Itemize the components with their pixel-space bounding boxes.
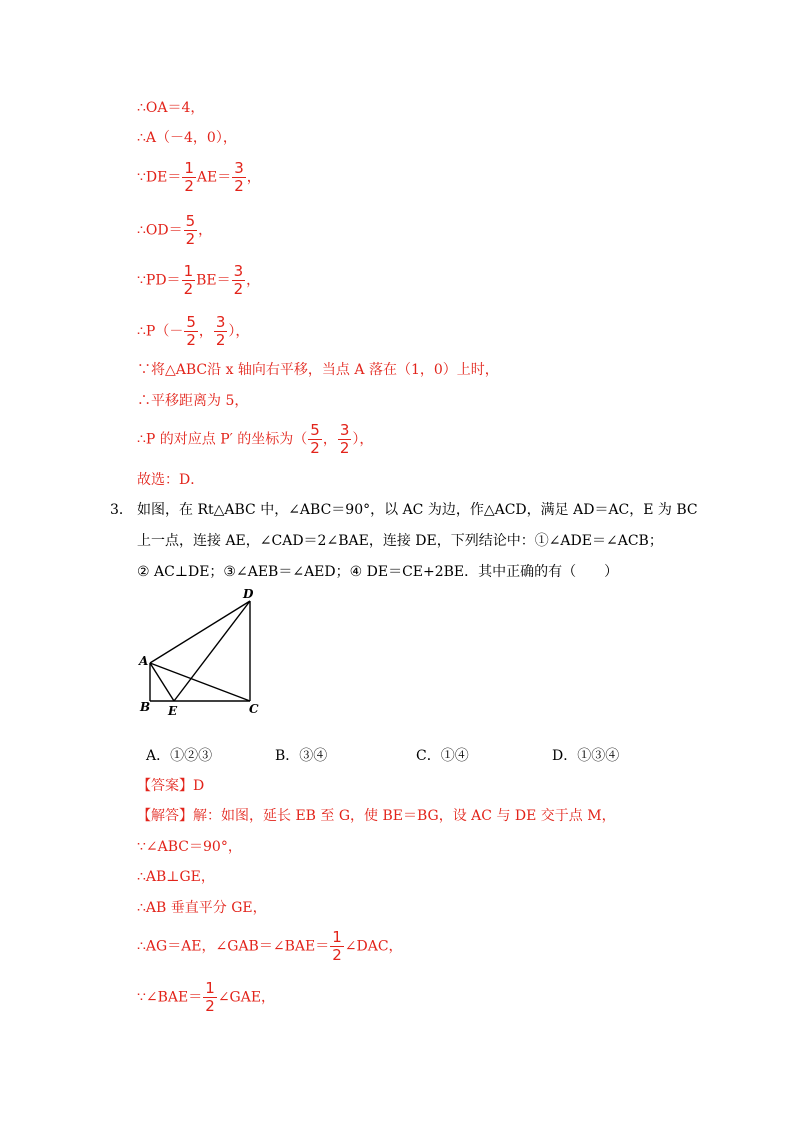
- text-segment: ，: [198, 222, 213, 239]
- question-text: 如图，在 Rt△ABC 中，∠ABC＝90°，以 AC 为边，作△ACD，满足 AD＝AC，E 为 BC: [137, 502, 698, 518]
- denominator: 2: [205, 997, 215, 1015]
- text-segment: ∴OD＝: [137, 222, 183, 239]
- denominator: 2: [234, 177, 244, 195]
- text-segment: ∠DAC，: [344, 938, 403, 955]
- numerator: 3: [339, 421, 350, 439]
- solution-line: [137, 213, 212, 248]
- numerator: 5: [185, 212, 196, 230]
- denominator: 2: [215, 331, 226, 349]
- segment-AD: [150, 601, 250, 663]
- denominator: 2: [233, 280, 244, 298]
- numerator: 3: [234, 159, 244, 177]
- solution-line: [137, 422, 373, 457]
- numerator: 3: [233, 262, 244, 280]
- analysis-line: [137, 980, 275, 1015]
- fraction: [338, 422, 352, 457]
- question-text: ② AC⊥DE；③∠AEB＝∠AED；④ DE＝CE+2BE．其中正确的有（ ）: [137, 564, 619, 580]
- solution-line: ∴平移距离为 5，: [137, 393, 249, 409]
- fraction: [330, 929, 344, 964]
- analysis-line: [137, 929, 403, 964]
- text-segment: ，: [322, 431, 337, 448]
- numerator: 1: [205, 979, 215, 997]
- option-d[interactable]: D．①③④: [552, 748, 620, 764]
- solution-line: [137, 160, 261, 195]
- text-segment: ，: [246, 272, 261, 289]
- text-segment: ∵∠BAE＝: [137, 989, 203, 1006]
- numerator: 5: [186, 313, 196, 331]
- denominator: 2: [183, 280, 194, 298]
- denominator: 2: [186, 331, 196, 349]
- text-segment: ∴P 的对应点 P′ 的坐标为（: [137, 431, 308, 448]
- point-label-B: B: [140, 700, 151, 714]
- geometry-figure: [137, 585, 272, 720]
- option-c[interactable]: C．①④: [416, 748, 469, 764]
- solution-line: [137, 263, 260, 298]
- fraction: [232, 160, 246, 195]
- denominator: 2: [332, 946, 342, 964]
- point-label-C: C: [249, 702, 259, 716]
- point-label-D: D: [243, 587, 254, 601]
- text-segment: ∴AG＝AE，∠GAB＝∠BAE＝: [137, 938, 330, 955]
- solution-line: [137, 314, 249, 349]
- denominator: 2: [184, 177, 194, 195]
- solution-line: ∴A（－4，0），: [137, 130, 237, 146]
- text-segment: ，: [198, 323, 213, 340]
- text-segment: ∴P（－: [137, 323, 184, 340]
- analysis-line: ∴AB⊥GE，: [137, 869, 215, 885]
- text-segment: ，: [246, 169, 261, 186]
- segment-AC: [150, 663, 250, 701]
- question-number: 3．: [110, 502, 133, 518]
- text-segment: ∵PD＝: [137, 272, 181, 289]
- fraction: [203, 980, 217, 1015]
- numerator: 3: [215, 313, 226, 331]
- text-segment: ∵DE＝: [137, 169, 182, 186]
- point-label-E: E: [168, 704, 178, 718]
- solution-line: ∵将△ABC沿 x 轴向右平移，当点 A 落在（1，0）上时，: [137, 362, 499, 378]
- answer-label: 【答案】D: [137, 778, 205, 794]
- numerator: 5: [310, 421, 320, 439]
- fraction: [232, 263, 246, 298]
- text-segment: BE＝: [196, 272, 231, 289]
- numerator: 1: [332, 928, 342, 946]
- denominator: 2: [310, 439, 320, 457]
- question-text: 上一点，连接 AE，∠CAD＝2∠BAE，连接 DE，下列结论中：①∠ADE＝∠ACB；: [137, 533, 663, 549]
- text-segment: ∠GAE，: [217, 989, 276, 1006]
- numerator: 1: [183, 262, 194, 280]
- analysis-line: ∴AB 垂直平分 GE，: [137, 900, 267, 916]
- solution-line: 故选：D．: [137, 472, 205, 488]
- fraction: [184, 314, 198, 349]
- option-b[interactable]: B．③④: [275, 748, 328, 764]
- segment-AE: [150, 663, 174, 701]
- option-a[interactable]: A．①②③: [146, 748, 213, 764]
- text-segment: ），: [228, 323, 250, 340]
- fraction: [182, 263, 196, 298]
- text-segment: ），: [352, 431, 374, 448]
- fraction: [184, 213, 198, 248]
- solution-line: ∴OA＝4，: [137, 100, 205, 116]
- denominator: 2: [185, 230, 196, 248]
- denominator: 2: [339, 439, 350, 457]
- fraction: [182, 160, 196, 195]
- fraction: [308, 422, 322, 457]
- analysis-line: 【解答】解：如图，延长 EB 至 G，使 BE＝BG，设 AC 与 DE 交于点 M，: [137, 808, 616, 824]
- numerator: 1: [184, 159, 194, 177]
- analysis-line: ∵∠ABC＝90°，: [137, 839, 242, 855]
- text-segment: AE＝: [196, 169, 232, 186]
- point-label-A: A: [139, 654, 149, 668]
- fraction: [214, 314, 228, 349]
